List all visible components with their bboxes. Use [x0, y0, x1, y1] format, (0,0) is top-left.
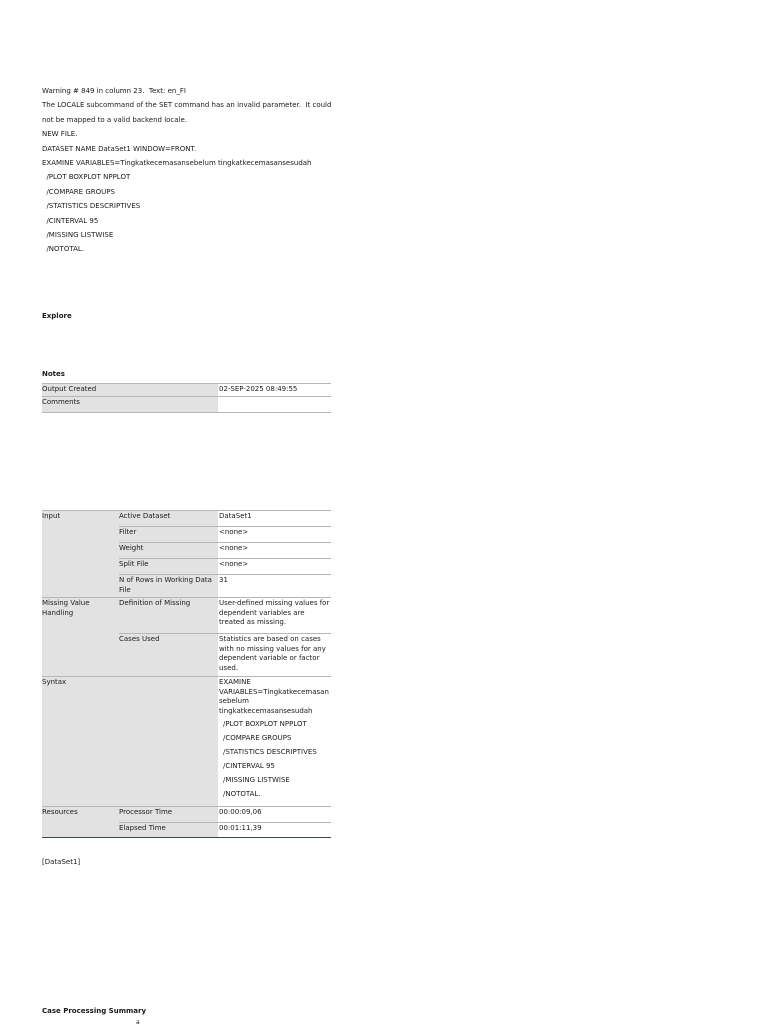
output-created-value: 02-SEP-2025 08:49:55 — [219, 385, 298, 393]
table-row — [119, 807, 331, 823]
dataset-tag: [DataSet1] — [42, 858, 81, 866]
log-line: /NOTOTAL. — [42, 245, 84, 254]
input-group-label: Input — [42, 511, 119, 597]
elapsed-time-label: Elapsed Time — [119, 823, 218, 837]
table-row — [42, 397, 331, 413]
active-dataset-value: DataSet1 — [219, 512, 252, 520]
syntax-log — [42, 84, 342, 257]
syntax-line: /MISSING LISTWISE — [223, 776, 290, 785]
filter-value: <none> — [219, 528, 249, 536]
table-row — [119, 527, 331, 543]
active-dataset-label: Active Dataset — [119, 511, 218, 526]
syntax-line: /STATISTICS DESCRIPTIVES — [223, 748, 317, 757]
syntax-group-label: Syntax — [42, 677, 119, 806]
split-file-value: <none> — [219, 560, 249, 568]
log-line: /STATISTICS DESCRIPTIVES — [42, 202, 141, 211]
split-file-label: Split File — [119, 559, 218, 574]
table-row — [119, 823, 331, 837]
table-row — [119, 559, 331, 575]
table-row — [119, 598, 331, 634]
log-line: not be mapped to a valid backend locale. — [42, 115, 188, 124]
output-created-label: Output Created — [42, 384, 218, 396]
log-line: The LOCALE subcommand of the SET command has an invalid parameter. It could — [42, 101, 332, 110]
table-row — [119, 634, 331, 676]
n-rows-label: N of Rows in Working Data File — [119, 575, 218, 597]
comments-value — [218, 397, 331, 412]
resources-group — [42, 807, 331, 838]
syntax-line: /NOTOTAL. — [223, 790, 261, 799]
notes-heading: Notes — [42, 370, 65, 378]
elapsed-time-value: 00:01:11,39 — [219, 824, 262, 832]
log-line: NEW FILE. — [42, 130, 78, 139]
log-line: /MISSING LISTWISE — [42, 231, 114, 240]
table-row — [119, 511, 331, 527]
table-row — [119, 543, 331, 559]
syntax-line: /CINTERVAL 95 — [223, 762, 275, 771]
weight-label: Weight — [119, 543, 218, 558]
table-row — [119, 575, 331, 597]
missing-group-label: Missing Value Handling — [42, 598, 119, 676]
definition-missing-label: Definition of Missing — [119, 598, 218, 633]
log-line: /CINTERVAL 95 — [42, 216, 99, 225]
notes-top-table — [42, 383, 331, 413]
resources-group-label: Resources — [42, 807, 119, 837]
n-rows-value: 31 — [219, 576, 228, 584]
cases-used-label: Cases Used — [119, 634, 218, 676]
notes-main-table — [42, 510, 331, 838]
missing-group — [42, 598, 331, 677]
log-line: /PLOT BOXPLOT NPPLOT — [42, 173, 131, 182]
syntax-first-line: EXAMINE VARIABLES=Tingkatkecemasan sebelum tingkatkecemasansesudah — [219, 678, 329, 715]
definition-missing-value: User-defined missing values for dependent variables are treated as missing. — [219, 599, 330, 627]
log-line: /COMPARE GROUPS — [42, 187, 115, 196]
syntax-value — [218, 677, 331, 806]
case-processing-footnote-mark: a — [136, 1019, 140, 1026]
comments-label: Comments — [42, 397, 218, 412]
processor-time-value: 00:00:09,06 — [219, 808, 262, 816]
syntax-empty-cell — [119, 677, 218, 806]
log-line: EXAMINE VARIABLES=Tingkatkecemasansebelum tingkatkecemasansesudah — [42, 159, 312, 168]
input-group — [42, 510, 331, 598]
syntax-group — [42, 677, 331, 807]
cases-used-value: Statistics are based on cases with no missing values for any dependent variable or factor used. — [219, 635, 326, 672]
log-line: Warning # 849 in column 23. Text: en_FI — [42, 87, 186, 95]
weight-value: <none> — [219, 544, 249, 552]
filter-label: Filter — [119, 527, 218, 542]
log-line: DATASET NAME DataSet1 WINDOW=FRONT. — [42, 144, 197, 153]
case-processing-heading: Case Processing Summary — [42, 1007, 147, 1015]
syntax-line: /COMPARE GROUPS — [223, 734, 292, 743]
processor-time-label: Processor Time — [119, 807, 218, 822]
syntax-line: /PLOT BOXPLOT NPPLOT — [223, 720, 307, 729]
table-row — [42, 383, 331, 397]
explore-heading: Explore — [42, 312, 72, 320]
